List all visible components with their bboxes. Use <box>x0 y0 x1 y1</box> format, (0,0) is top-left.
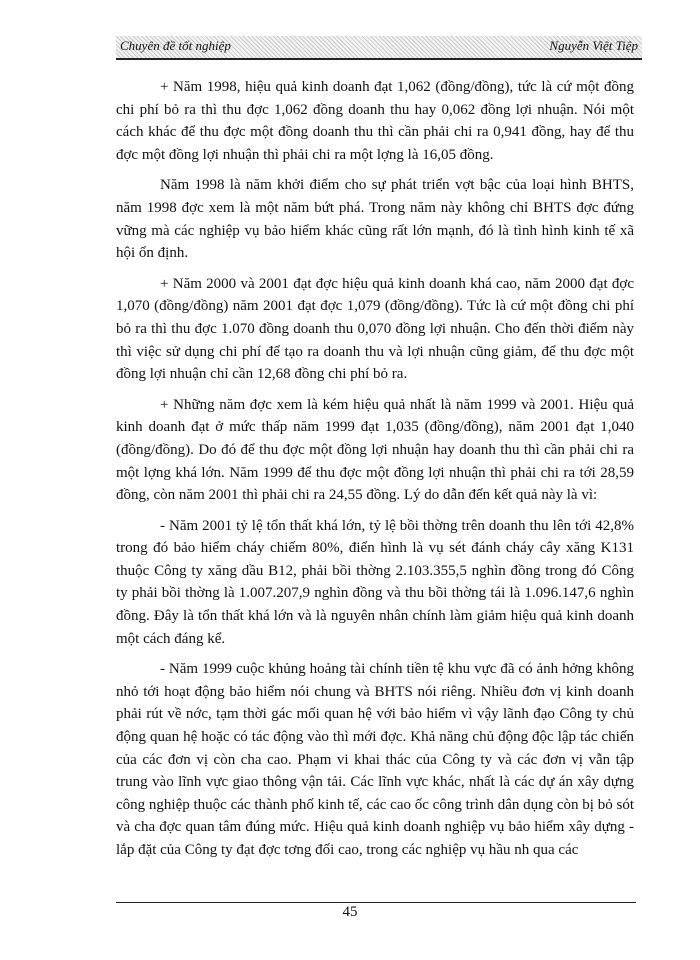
document-body <box>116 76 634 862</box>
paragraph-1999-crisis: - Năm 1999 cuộc khủng hoảng tài chính tiền tệ khu vực đã có ảnh hởng không nhỏ tới hoạt động bảo hiểm nói chung và BHTS nói riêng. Nhiều đơn vị kinh doanh phải rút về nớc, tạm thời gác mối quan hệ với bảo hiểm vì vậy lãnh đạo Công ty chủ động quan hệ hoặc có tác động vào thì mới đợc. Khả năng chủ động độc lập tác chiến của các đơn vị còn cha cao. Phạm vi khai thác của Công ty và các đơn vị vẫn tập trung vào lĩnh vực giao thông vận tải. Các lĩnh vực khác, nhất là các dự án xây dựng công nghiệp thuộc các thành phố kinh tế, các cao ốc công trình dân dụng còn bị bỏ sót và cha đợc quan tâm đúng mức. Hiệu quả kinh doanh nghiệp vụ bảo hiểm xây dựng - lắp đặt của Công ty đạt đợc tơng đối cao, trong các nghiệp vụ hầu nh qua các <box>116 661 634 858</box>
page-number: 45 <box>342 904 358 920</box>
header-title: Chuyên đề tốt nghiệp <box>120 38 231 53</box>
header-author: Nguyễn Việt Tiệp <box>549 38 638 53</box>
paragraph-1998-efficiency: + Năm 1998, hiệu quả kinh doanh đạt 1,062 (đồng/đồng), tức là cứ một đồng chi phí bỏ ra thì thu đợc 1,062 đồng doanh thu hay 0,062 đồng lợi nhuận. Nói một cách khác để thu đợc một đồng doanh thu thì cần phải chi ra 0,941 đồng, hay để thu đợc một đồng lợi nhuận thì phải chi ra một lợng là 16,05 đồng. <box>116 79 634 163</box>
paragraph-2001-losses: - Năm 2001 tỷ lệ tổn thất khá lớn, tỷ lệ bồi thờng trên doanh thu lên tới 42,8% trong đó bảo hiểm cháy chiếm 80%, điển hình là vụ sét đánh cháy cây xăng K131 thuộc Công ty xăng dầu B12, phải bồi thờng 2.103.355,5 nghìn đồng trong đó Công ty phải bồi thờng là 1.007.207,9 nghìn đồng và thu bồi thờng tái là 1.096.147,6 nghìn đồng. Đây là tổn thất khá lớn và là nguyên nhân chính làm giảm hiệu quả kinh doanh một cách đáng kể. <box>116 517 634 647</box>
paragraph-2000-2001: + Năm 2000 và 2001 đạt đợc hiệu quả kinh doanh khá cao, năm 2000 đạt đợc 1,070 (đồng/đồng) năm 2001 đạt đợc 1,079 (đồng/đồng). Tức là cứ một đồng chi phí bỏ ra thì thu đợc 1.070 đồng doanh thu 0,070 đồng lợi nhuận. Cho đến thời điểm này thì việc sử dụng chi phí để tạo ra doanh thu và lợi nhuận cũng giảm, để thu đợc một đồng lợi nhuận chỉ cần 12,68 đồng chi phí bỏ ra. <box>116 275 634 383</box>
page-header <box>116 36 642 60</box>
paragraph-1998-breakthrough: Năm 1998 là năm khởi điểm cho sự phát triển vợt bậc của loại hình BHTS, năm 1998 đợc xem là một năm bứt phá. Trong năm này không chỉ BHTS đợc đứng vững mà các nghiệp vụ bảo hiểm khác cũng rất lớn mạnh, đó là tình hình kinh tế xã hội ổn định. <box>116 177 634 262</box>
paragraph-least-efficient-years: + Những năm đợc xem là kém hiệu quả nhất là năm 1999 và 2001. Hiệu quả kinh doanh đạt ở mức thấp năm 1999 đạt 1,035 (đồng/đồng), năm 2001 đạt 1,040 (đồng/đồng). Do đó để thu đợc một đồng lợi nhuận hay doanh thu thì cần phải chi ra một lợng khá lớn. Năm 1999 để thu đợc một đồng lợi nhuận thì phải chi ra tới 28,59 đồng, còn năm 2001 thì phải chi ra 24,55 đồng. Lý do dẫn đến kết quả này là vì: <box>116 396 634 504</box>
footer-divider <box>116 902 636 903</box>
